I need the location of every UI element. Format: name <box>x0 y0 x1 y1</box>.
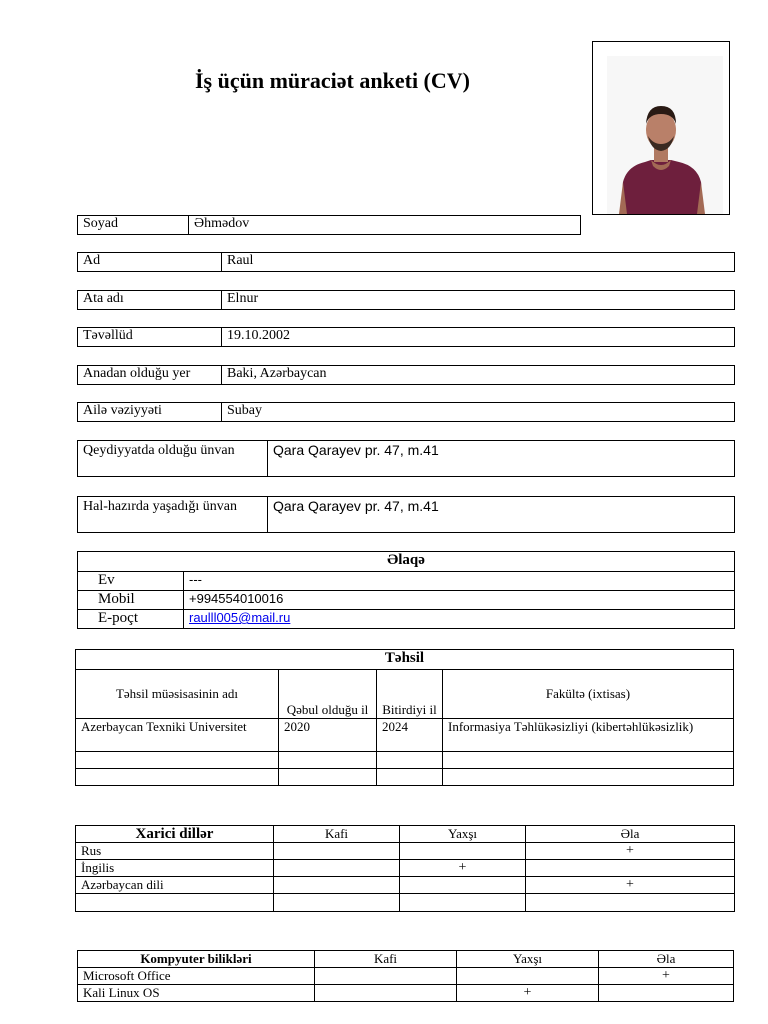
name-label: Ad <box>78 253 222 272</box>
current-address-label: Hal-hazırda yaşadığı ünvan <box>78 497 268 533</box>
language-name <box>76 894 274 912</box>
birth-date-label: Təvəllüd <box>78 328 222 347</box>
registered-address-row <box>77 440 735 477</box>
computer-skill-mark: + <box>457 985 599 1002</box>
computer-skill-name: Kali Linux OS <box>78 985 315 1002</box>
education-cell: 2020 <box>279 719 377 752</box>
language-mark <box>526 860 735 877</box>
education-cell <box>76 752 279 769</box>
computer-col-excellent: Əla <box>599 951 734 968</box>
languages-col-name: Xarici dillər <box>76 826 274 843</box>
registered-address-value: Qara Qarayev pr. 47, m.41 <box>268 441 735 477</box>
registered-address-label: Qeydiyyatda olduğu ünvan <box>78 441 268 477</box>
language-mark <box>274 877 400 894</box>
languages-col-sufficient: Kafi <box>274 826 400 843</box>
current-address-row <box>77 496 735 533</box>
education-col-faculty: Fakültə (ixtisas) <box>443 670 734 719</box>
marital-status-value: Subay <box>222 403 735 422</box>
education-col-institution: Təhsil müəsisasinin adı <box>76 670 279 719</box>
contact-email-label: E-poçt <box>78 610 184 629</box>
education-cell: 2024 <box>377 719 443 752</box>
marital-status-label: Ailə vəziyyəti <box>78 403 222 422</box>
language-mark: + <box>526 843 735 860</box>
computer-skill-mark <box>315 985 457 1002</box>
education-col-graduation: Bitirdiyi il <box>377 670 443 719</box>
languages-table <box>75 825 735 912</box>
language-mark <box>526 894 735 912</box>
surname-row <box>77 215 581 235</box>
profile-photo <box>592 41 730 215</box>
education-cell: Azerbaycan Texniki Universitet <box>76 719 279 752</box>
birth-place-row <box>77 365 735 385</box>
computer-col-sufficient: Kafi <box>315 951 457 968</box>
language-mark <box>274 894 400 912</box>
language-mark <box>274 860 400 877</box>
contact-home-label: Ev <box>78 572 184 591</box>
contact-header: Əlaqə <box>78 552 735 572</box>
languages-col-good: Yaxşı <box>400 826 526 843</box>
education-cell <box>377 769 443 786</box>
language-name: Rus <box>76 843 274 860</box>
language-mark <box>400 843 526 860</box>
language-name: İngilis <box>76 860 274 877</box>
computer-skill-mark: + <box>599 968 734 985</box>
language-mark <box>274 843 400 860</box>
computer-col-name: Kompyuter bilikləri <box>78 951 315 968</box>
marital-status-row <box>77 402 735 422</box>
surname-label: Soyad <box>78 216 189 235</box>
contact-mobile-value: +994554010016 <box>184 591 735 610</box>
language-name: Azərbaycan dili <box>76 877 274 894</box>
birth-date-value: 19.10.2002 <box>222 328 735 347</box>
email-link[interactable]: raulll005@mail.ru <box>189 610 291 625</box>
computer-skill-mark <box>599 985 734 1002</box>
person-photo-icon <box>593 42 729 214</box>
computer-skill-mark <box>457 968 599 985</box>
father-name-label: Ata adı <box>78 291 222 310</box>
education-cell <box>279 769 377 786</box>
current-address-value: Qara Qarayev pr. 47, m.41 <box>268 497 735 533</box>
contact-table <box>77 551 735 629</box>
education-table <box>75 649 734 786</box>
education-col-admission: Qəbul olduğu il <box>279 670 377 719</box>
computer-skill-name: Microsoft Office <box>78 968 315 985</box>
languages-col-excellent: Əla <box>526 826 735 843</box>
name-row <box>77 252 735 272</box>
education-cell <box>443 769 734 786</box>
contact-home-value: --- <box>184 572 735 591</box>
education-cell <box>76 769 279 786</box>
computer-skills-table <box>77 950 734 1002</box>
birth-place-value: Baki, Azərbaycan <box>222 366 735 385</box>
name-value: Raul <box>222 253 735 272</box>
language-mark: + <box>400 860 526 877</box>
education-cell: Informasiya Təhlükəsizliyi (kibertəhlükəsizlik) <box>443 719 734 752</box>
computer-col-good: Yaxşı <box>457 951 599 968</box>
birth-place-label: Anadan olduğu yer <box>78 366 222 385</box>
father-name-value: Elnur <box>222 291 735 310</box>
education-cell <box>377 752 443 769</box>
page-title: İş üçün müraciət anketi (CV) <box>195 68 470 93</box>
father-name-row <box>77 290 735 310</box>
surname-value: Əhmədov <box>189 216 581 235</box>
education-cell <box>443 752 734 769</box>
education-header: Təhsil <box>76 650 734 670</box>
birth-date-row <box>77 327 735 347</box>
education-cell <box>279 752 377 769</box>
contact-mobile-label: Mobil <box>78 591 184 610</box>
language-mark <box>400 894 526 912</box>
language-mark: + <box>526 877 735 894</box>
language-mark <box>400 877 526 894</box>
computer-skill-mark <box>315 968 457 985</box>
